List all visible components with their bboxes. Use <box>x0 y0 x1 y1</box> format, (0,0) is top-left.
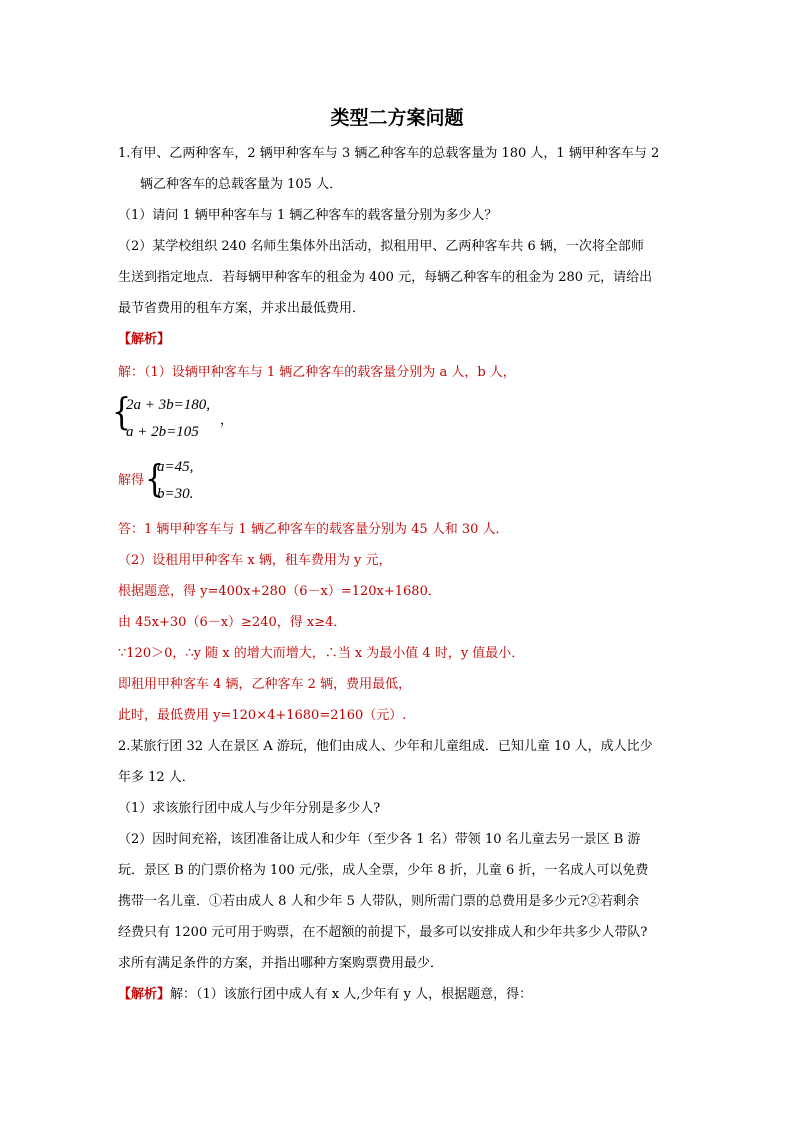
q1-sol2-line-5: 即租用甲种客车 4 辆，乙种客车 2 辆，费用最低， <box>118 677 412 692</box>
q2-stem-line-2: 年多 12 人． <box>118 770 195 785</box>
solve-label: 解得 <box>118 473 145 488</box>
left-brace: { <box>112 390 132 435</box>
q1-stem-line-1: 1.有甲、乙两种客车，2 辆甲种客车与 3 辆乙种客车的总载客量为 180 人，1 辆甲种客车与 2 <box>118 146 660 161</box>
equation-1: 2a + 3b=180, <box>126 397 210 413</box>
q1-sol2-line-6: 此时，最低费用 y=120×4+1680=2160（元）. <box>118 708 407 723</box>
page-title: 类型二方案问题 <box>330 107 464 129</box>
q2-analysis-label: 【解析】 <box>118 987 171 1002</box>
q1-part2-line-2: 生送到指定地点．若每辆甲种客车的租金为 400 元，每辆乙种客车的租金为 280 元，请给出 <box>118 270 653 285</box>
q1-part1: （1）请问 1 辆甲种客车与 1 辆乙种客车的载客量分别为多少人？ <box>118 208 498 223</box>
left-brace-solution: { <box>145 457 165 502</box>
q2-solution-start: 解：（1）该旅行团中成人有 x 人,少年有 y 人，根据题意，得： <box>170 987 533 1002</box>
equation-2: a + 2b=105 <box>126 424 199 440</box>
q1-stem-line-2: 辆乙种客车的总载客量为 105 人． <box>140 177 343 192</box>
q1-sol2-line-3: 由 45x+30（6－x）≥240，得 x≥4． <box>118 615 347 630</box>
q1-solution-intro: 解：（1）设辆甲种客车与 1 辆乙种客车的载客量分别为 a 人，b 人， <box>118 365 516 380</box>
q1-sol2-line-1: （2）设租用甲种客车 x 辆，租车费用为 y 元， <box>118 553 392 568</box>
q1-sol2-line-4: ∵120＞0，∴y 随 x 的增大而增大，∴当 x 为最小值 4 时，y 值最小． <box>118 646 525 661</box>
q2-part2-line-3: 携带一名儿童．①若由成人 8 人和少年 5 人带队，则所需门票的总费用是多少元?②若剩余 <box>118 894 640 909</box>
q2-part2-line-2: 玩．景区 B 的门票价格为 100 元/张，成人全票，少年 8 折，儿童 6 折，一名成人可以免费 <box>118 863 649 878</box>
solution-a: a=45, <box>157 459 194 475</box>
q2-part1: （1）求该旅行团中成人与少年分别是多少人? <box>118 801 381 816</box>
q2-part2-line-4: 经费只有 1200 元可用于购票，在不超额的前提下，最多可以安排成人和少年共多少人带队? <box>118 925 648 940</box>
q1-part2-line-1: （2）某学校组织 240 名师生集体外出活动，拟租用甲、乙两种客车共 6 辆，一次将全部师 <box>118 239 644 254</box>
solution-b: b=30. <box>157 486 194 502</box>
q2-part2-line-1: （2）因时间充裕，该团准备让成人和少年（至少各 1 名）带领 10 名儿童去另一景区 B 游 <box>118 832 641 847</box>
q1-answer-1: 答：1 辆甲种客车与 1 辆乙种客车的载客量分别为 45 人和 30 人． <box>118 522 509 537</box>
q2-stem-line-1: 2.某旅行团 32 人在景区 A 游玩，他们由成人、少年和儿童组成．已知儿童 10 人，成人比少 <box>118 739 653 754</box>
equation-comma: ， <box>220 413 234 428</box>
q1-part2-line-3: 最节省费用的租车方案，并求出最低费用． <box>118 301 366 316</box>
q1-analysis-label: 【解析】 <box>118 332 171 347</box>
q2-part2-line-5: 求所有满足条件的方案，并指出哪种方案购票费用最少． <box>118 956 444 971</box>
q2-analysis-line <box>118 986 532 1004</box>
q1-sol2-line-2: 根据题意，得 y=400x+280（6－x）=120x+1680． <box>118 584 441 599</box>
